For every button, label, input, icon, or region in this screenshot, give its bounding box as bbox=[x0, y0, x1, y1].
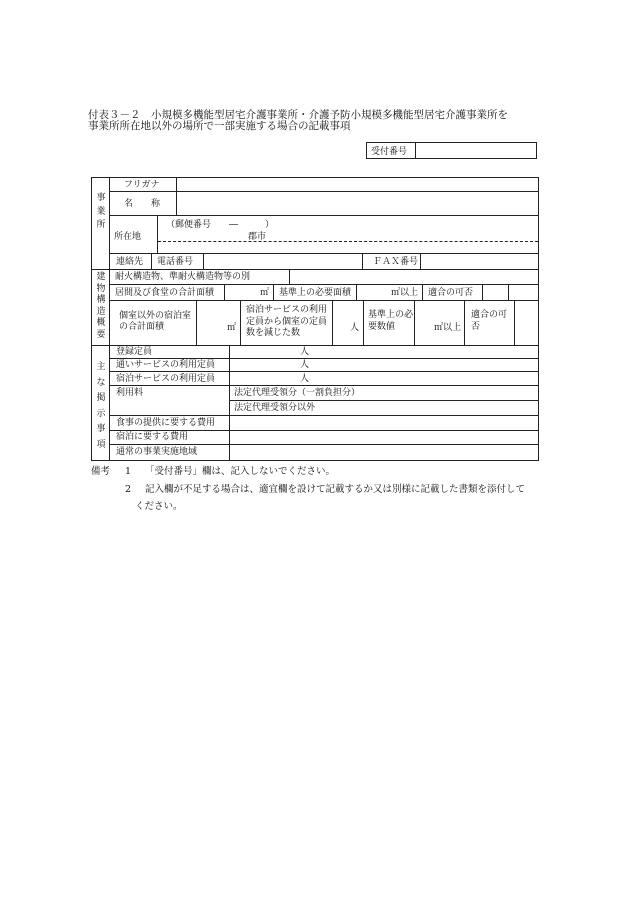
building-side-label: 建物構造概要 bbox=[96, 272, 106, 340]
fax-label: ＦＡＸ番号 bbox=[373, 257, 419, 267]
lodging-area-label: 個室以外の宿泊室の合計面積 bbox=[119, 311, 192, 332]
office-side-header bbox=[92, 178, 110, 270]
non-statutory-label: 法定代理受領分以外 bbox=[234, 403, 316, 413]
registered-unit: 人 bbox=[300, 347, 310, 357]
lodging-divider6 bbox=[464, 301, 465, 345]
lodging-divider5 bbox=[414, 301, 415, 345]
stay-label: 宿泊に要する費用 bbox=[116, 432, 189, 442]
address-label: 所在地 bbox=[114, 232, 142, 242]
lodging-divider2 bbox=[240, 301, 241, 345]
notes bbox=[91, 463, 561, 516]
lodging-divider1 bbox=[196, 301, 197, 345]
commute-divider bbox=[229, 359, 230, 371]
name-label-cell bbox=[110, 192, 177, 215]
standard-required-label: 基準上の必要数値 bbox=[368, 310, 414, 332]
main-items-side-header bbox=[92, 346, 110, 460]
note-row-3 bbox=[91, 498, 561, 516]
name-row bbox=[110, 192, 538, 216]
area-divider3 bbox=[356, 285, 357, 300]
phone-label: 電話番号 bbox=[157, 257, 194, 267]
area-divider6 bbox=[508, 285, 509, 300]
contact-divider2 bbox=[203, 254, 204, 269]
note-2-text-a: 記入欄が不足する場合は、適宜欄を設けて記載するか又は別様に記載した書類を添付して bbox=[145, 483, 526, 495]
address-row bbox=[110, 216, 538, 254]
registered-row bbox=[110, 346, 538, 359]
address-dashed-line bbox=[158, 241, 538, 242]
office-side-label: 事業所 bbox=[96, 193, 106, 230]
capacity-unit: 人 bbox=[350, 323, 360, 333]
lodging-area-unit: ㎡ bbox=[227, 323, 237, 333]
contact-label: 連絡先 bbox=[116, 257, 144, 267]
receipt-number-field[interactable] bbox=[416, 143, 537, 159]
service-area-label: 通常の事業実施地域 bbox=[116, 447, 198, 457]
city-label: 郡市 bbox=[248, 232, 267, 242]
note-1-text: 「受付番号」欄は、記入しないでください。 bbox=[145, 466, 336, 477]
name-label: 名 称 bbox=[124, 199, 161, 209]
area-divider2 bbox=[273, 285, 274, 300]
lodging-divider7 bbox=[514, 301, 515, 345]
required-area-unit: ㎡以上 bbox=[391, 288, 419, 298]
area-divider4 bbox=[422, 285, 423, 300]
lodging-capacity-label: 宿泊サービスの利用定員 bbox=[116, 374, 216, 384]
stay-divider bbox=[229, 431, 230, 444]
furigana-label: フリガナ bbox=[124, 180, 160, 190]
lodging-divider4 bbox=[363, 301, 364, 345]
area-divider1 bbox=[224, 285, 225, 300]
service-area-row bbox=[110, 445, 538, 460]
suitability-label: 適合の可否 bbox=[428, 288, 474, 298]
receipt-number-label: 受付番号 bbox=[367, 143, 416, 159]
receipt-number-box bbox=[366, 142, 537, 159]
note-1-number: 1 bbox=[125, 466, 132, 477]
meal-divider bbox=[229, 416, 230, 430]
contact-row bbox=[110, 254, 538, 270]
lodging-capacity-row bbox=[110, 372, 538, 386]
main-items-side-label: 主な掲示事項 bbox=[96, 362, 106, 450]
fee-inner-line bbox=[230, 400, 538, 401]
registered-divider bbox=[229, 346, 230, 358]
lodging-capacity-unit: 人 bbox=[300, 374, 310, 384]
form-table bbox=[91, 177, 539, 461]
form-title-line1: 付表３－２ 小規模多機能型居宅介護事業所・介護予防小規模多機能型居宅介護事業所を bbox=[88, 109, 508, 121]
registered-label: 登録定員 bbox=[116, 347, 153, 357]
fee-label: 利用料 bbox=[116, 388, 144, 398]
building-side-header bbox=[92, 270, 110, 346]
commute-unit: 人 bbox=[300, 360, 310, 370]
note-2-number: 2 bbox=[125, 483, 132, 495]
area-label: 居間及び食堂の合計面積 bbox=[115, 288, 215, 298]
lodging-capacity-divider bbox=[229, 372, 230, 385]
statutory-label: 法定代理受領分（一割負担分） bbox=[234, 388, 361, 398]
capacity-label: 宿泊サービスの利用定員から個室の定員数を減じた数 bbox=[246, 305, 328, 338]
note-row-1 bbox=[91, 463, 561, 481]
fee-block bbox=[110, 386, 538, 416]
suitability2-label: 適合の可否 bbox=[471, 310, 508, 332]
stay-row bbox=[110, 431, 538, 445]
commute-row bbox=[110, 359, 538, 372]
form-title bbox=[88, 110, 558, 132]
area-unit: ㎡ bbox=[260, 288, 270, 298]
standard-required-unit: ㎡以上 bbox=[434, 323, 462, 333]
contact-divider3 bbox=[362, 254, 363, 269]
meal-row bbox=[110, 416, 538, 431]
area-row bbox=[110, 285, 538, 301]
note-2-text-b: ください。 bbox=[135, 501, 183, 512]
notes-label: 備考 bbox=[91, 466, 111, 477]
form-title-line2: 事業所所在地以外の場所で一部実施する場合の記載事項 bbox=[88, 120, 351, 132]
service-area-divider bbox=[229, 445, 230, 460]
contact-divider4 bbox=[420, 254, 421, 269]
structure-label: 耐火構造物、準耐火構造物等の別 bbox=[115, 272, 251, 282]
lodging-row bbox=[110, 301, 538, 346]
address-divider bbox=[157, 216, 159, 253]
structure-divider bbox=[289, 270, 290, 284]
contact-divider1 bbox=[151, 254, 152, 269]
furigana-row bbox=[110, 178, 538, 192]
lodging-divider3 bbox=[332, 301, 333, 345]
meal-label: 食事の提供に要する費用 bbox=[116, 418, 216, 428]
furigana-label-cell bbox=[110, 178, 177, 191]
structure-row bbox=[110, 270, 538, 285]
required-area-label: 基準上の必要面積 bbox=[279, 288, 352, 298]
commute-label: 通いサービスの利用定員 bbox=[116, 360, 216, 370]
area-divider5 bbox=[482, 285, 483, 300]
note-row-2 bbox=[91, 481, 561, 499]
postal-code: （郵便番号 ― ） bbox=[166, 220, 275, 230]
